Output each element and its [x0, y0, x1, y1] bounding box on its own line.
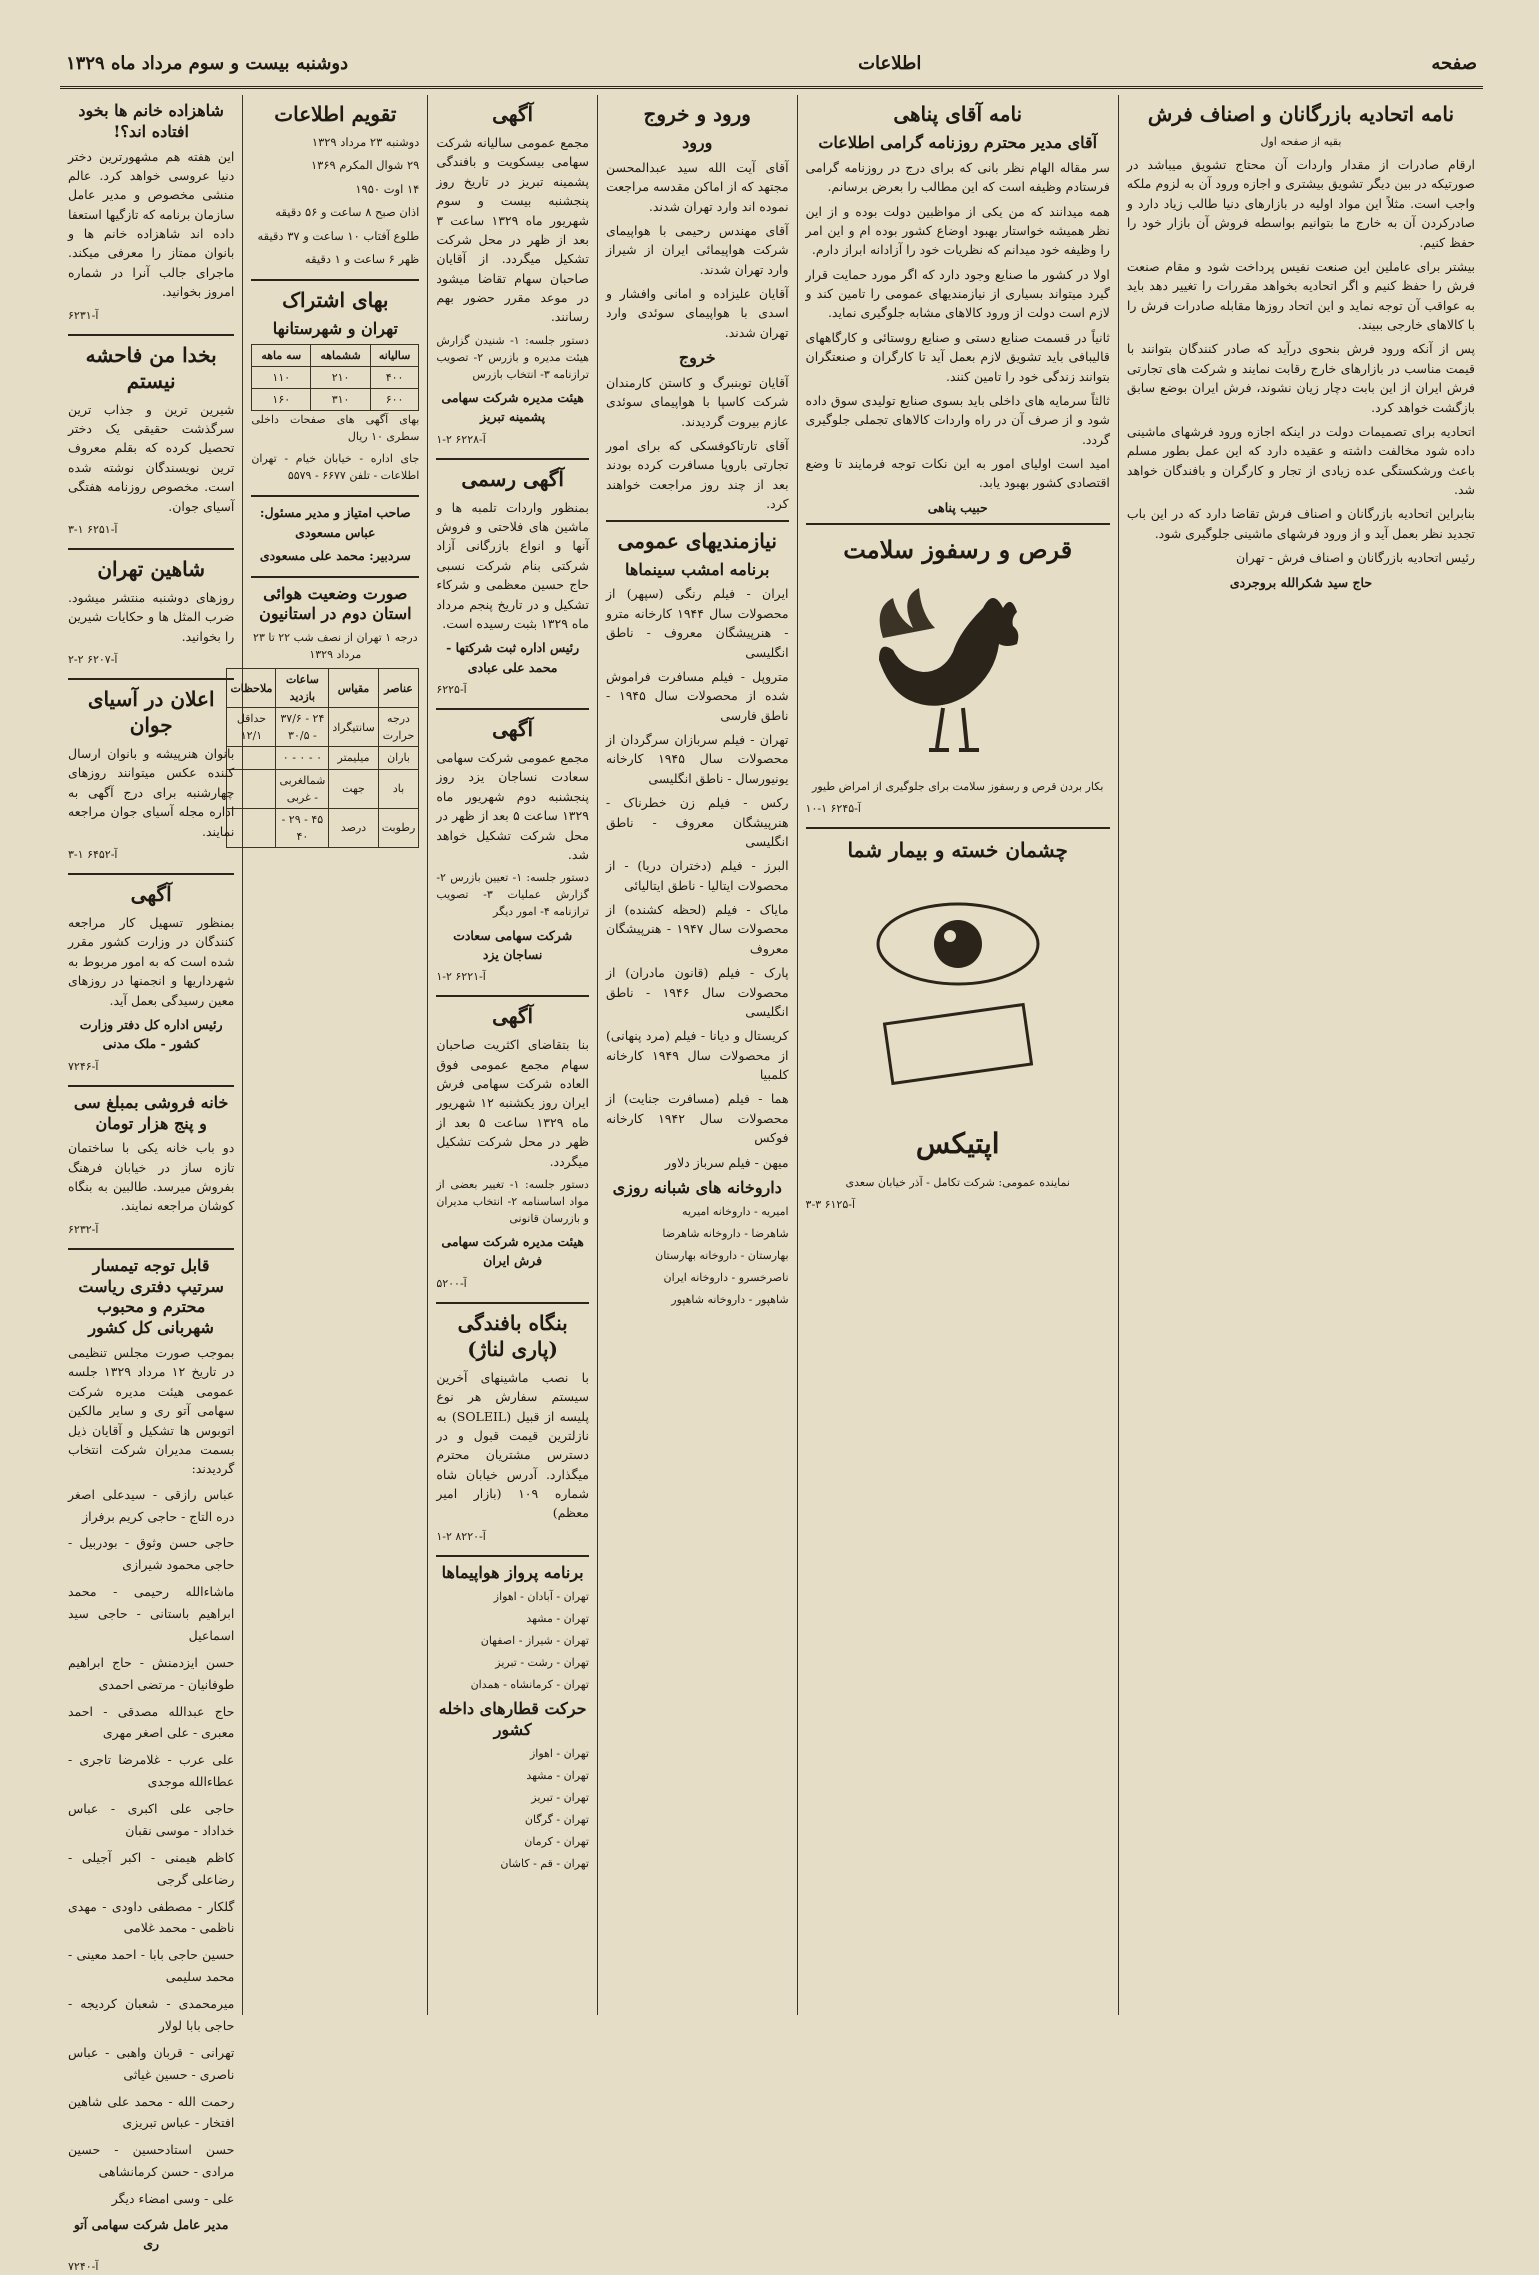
subs-header-cell: سالیانه	[370, 345, 418, 367]
weather-row	[227, 708, 419, 747]
subs-cell: ۲۱۰	[311, 367, 371, 389]
union-letter-title: نامه اتحادیه بازرگانان و اصناف فرش	[1147, 102, 1455, 126]
column-panahi-letter	[797, 95, 1118, 2015]
subscription-box	[251, 287, 419, 497]
weather-row	[227, 747, 419, 769]
pharmacy-1: امیریه - داروخانه امیریه	[682, 1204, 789, 1218]
weather-table	[226, 668, 419, 847]
panahi-signature: حبیب پناهی	[806, 498, 1110, 525]
pharmacy-2: شاهرضا - داروخانه شاهرضا	[662, 1226, 789, 1240]
departure-1: آقایان توبنبرگ و کاستن کارمندان شرکت کاسپا با هواپیمای سوئدی عازم بیروت گردیدند.	[605, 374, 789, 429]
notice-3-title: آگهی	[492, 717, 534, 742]
train-1: تهران - اهواز	[529, 1746, 589, 1760]
calendar-line-6: ظهر ۶ ساعت و ۱ دقیقه	[304, 251, 420, 266]
arrival-3: آقایان علیزاده و امانی وافشار و اسدی با هواپیمای سوئدی وارد تهران شدند.	[605, 286, 789, 340]
eye-illustration	[858, 874, 1058, 1114]
cinema-7: پارک - فیلم (قانون مادران) از محصولات سال ۱۹۴۶ - ناطق انگلیسی	[605, 965, 789, 1019]
panahi-para-2: همه میدانند که من یکی از مواظبین دولت بوده و از این نظر همیشه خواستار بهبود اوضاع کشور بوده ام و این امر را وظیفه خود میدانم که نظریات خود را آزادانه ابراز دارم.	[805, 203, 1110, 258]
subscription-title: بهای اشتراک	[282, 288, 389, 313]
panahi-para-3: اولا در کشور ما صنایع وجود دارد که اگر مورد حمایت قرار گیرد میتواند بسیاری از نیازمندیهای عمومی را تامین کند و لازم است دولت از ورود کالاهای مشابه جلوگیری نماید.	[805, 266, 1110, 321]
weather-cell: شمالغربی - غربی	[276, 769, 329, 808]
weather-header-row	[227, 669, 419, 708]
column-calendar	[230, 95, 427, 2015]
weather-cell: جهت	[329, 769, 378, 808]
optics-ad	[806, 835, 1110, 1212]
notice-4-title: آگهی	[492, 1004, 534, 1029]
story-ad-ref: آ-۶۲۵۱ ۱-۳	[68, 522, 118, 536]
cinema-10: میهن - فیلم سرباز دلاور	[665, 1154, 789, 1170]
weaving-ad	[436, 1310, 589, 1557]
masthead	[60, 48, 1483, 89]
weather-header-cell: ساعات بازدید	[276, 669, 329, 708]
weather-cell: ۰ - ۰ - ۰	[276, 747, 329, 769]
subs-cell: ۴۰۰	[370, 367, 418, 389]
subscription-row	[252, 367, 419, 389]
union-signature: حاج سید شکرالله بروجردی	[1229, 574, 1373, 590]
calendar-box	[251, 101, 419, 281]
notice-3	[436, 716, 589, 997]
bus-notice-sign: مدیر عامل شرکت سهامی آتو ری	[73, 2216, 229, 2252]
notice-1-ref: آ-۶۲۲۸ ۲-۱	[436, 432, 486, 446]
issue-date: دوشنبه بیست و سوم مرداد ماه ۱۳۲۹	[66, 52, 349, 74]
interior-ad-title: آگهی	[130, 882, 172, 907]
union-para-3: پس از آنکه ورود فرش بنحوی درآید که صادر کنندگان بتوانند با قیمت مناسب در بازارهای خارج رقابت نمایند و شرکت های تجارتی فرش ایران از این بابت دچار زیان نشوند، فرش ایران بوضع سابق بازگشت خواهد کرد.	[1126, 341, 1475, 415]
princess-ad-ref: آ-۶۲۳۱	[68, 308, 99, 322]
union-letter-subtitle: بقیه از صفحه اول	[1260, 135, 1342, 148]
subs-header-cell: سه ماهه	[252, 345, 311, 367]
bus-notice-ref: آ-۷۲۴۰	[68, 2259, 99, 2273]
notice-1-sign: هیئت مدیره شرکت سهامی پشمینه تبریز	[441, 389, 584, 425]
pill-ad-title: قرص و رسفوز سلامت	[843, 535, 1073, 565]
union-para-4: اتحادیه برای تصمیمات دولت در اینکه اجازه ورود فرشهای ماشینی داده شود مخالفت داشته و عقیده دارد که این عمل بطور مسلم باعث ورشکستگی عده زیادی از تجار و کارگران و بافندگان خواهد شد.	[1126, 423, 1475, 498]
flight-5: تهران - کرمانشاه - همدان	[470, 1677, 589, 1691]
subs-cell: ۳۱۰	[311, 389, 371, 411]
union-para-1: ارقام صادرات از مقدار واردات آن محتاج تشویق میباشد در صورتیکه در بین دیگر تشویق بیشتری و اجازه ورود آن به لزوم ملکه واجب است. مثلاً این مواد اولیه در بازارهای دنیا طالب زیاد دارد و صادرکردن آن به خارج ما بتوانیم بواسطه فروش آن بازار خود را حفظ کنیم.	[1126, 157, 1475, 250]
notice-4-sign: هیئت مدیره شرکت سهامی فرش ایران	[441, 1234, 584, 1269]
pharmacy-5: شاهپور - داروخانه شاهپور	[671, 1292, 789, 1306]
panahi-para-6: امید است اولیای امور به این نکات توجه فرمایند تا وضع اقتصادی کشور بهبود یابد.	[805, 456, 1110, 491]
flight-2: تهران - مشهد	[526, 1611, 589, 1625]
optics-ad-text: نماینده عمومی: شرکت تکامل - آذر خیابان سعدی	[845, 1175, 1070, 1189]
cinema-8: کریستال و دیانا - فیلم (مرد پنهانی) از محصولات سال ۱۹۴۹ کارخانه کلمبیا	[605, 1028, 789, 1083]
calendar-line-2: ۲۹ شوال المکرم ۱۳۶۹	[310, 158, 420, 173]
story-ad	[68, 342, 234, 550]
weather-row	[227, 808, 419, 847]
train-5: تهران - کرمان	[524, 1834, 589, 1848]
departures-label: خروج	[678, 348, 716, 368]
house-sale-text: دو باب خانه یکی با ساختمان تازه ساز در خیابان فرهنگ بفروش میرسد. طالبین به بنگاه کوشان مراجعه نمایند.	[68, 1140, 235, 1214]
weaving-ad-ref: آ-۸۲۲۰ ۲-۱	[436, 1529, 486, 1543]
union-para-6: رئیس اتحادیه بازرگانان و اصناف فرش - تهران	[1235, 550, 1475, 566]
names-line: حاجی علی اکبری - عباس خداداد - موسی نقبان	[68, 1801, 235, 1838]
weather-header-cell: عناصر	[378, 669, 419, 708]
column-arrivals-cinemas	[597, 95, 797, 2015]
flight-3: تهران - شیراز - اصفهان	[480, 1633, 589, 1647]
cinema-3: تهران - فیلم سربازان سرگردان از محصولات سال ۱۹۴۵ کارخانه یونیورسال - ناطق انگلیسی	[605, 732, 789, 786]
shahin-ad-ref: آ-۶۲۰۷ ۲-۲	[68, 653, 118, 667]
weather-title: صورت وضعیت هوائی استان دوم در استانیون	[259, 583, 412, 624]
cinema-9: هما - فیلم (مسافرت جنایت) از محصولات سال ۱۹۴۲ کارخانه فوکس	[605, 1091, 789, 1146]
weather-row	[227, 769, 419, 808]
weather-subtitle: درجه ۱ تهران از نصف شب ۲۲ تا ۲۳ مرداد ۱۳۲۹	[253, 631, 418, 662]
names-line: علی - وسی امضاء دیگر	[111, 2191, 235, 2207]
notice-2	[436, 466, 589, 710]
names-list	[68, 1484, 234, 2210]
notice-2-title: آگهی رسمی	[461, 466, 564, 491]
pill-ad-text: بکار بردن قرص و رسفوز سلامت برای جلوگیری از امراض طیور	[812, 780, 1104, 794]
subs-header-cell: ششماهه	[311, 345, 371, 367]
weather-cell: باد	[378, 769, 419, 808]
story-ad-title: بخدا من فاحشه نیستم	[85, 342, 217, 393]
notice-2-ref: آ-۶۲۲۵	[436, 683, 467, 697]
house-sale-ref: آ-۶۲۳۲	[68, 1222, 99, 1236]
weaving-ad-text: با نصب ماشینهای آخرین سیستم سفارش هر نوع پلیسه از قبیل (SOLEIL) به نازلترین قیمت قبول و در دسترس مشتریان محترم میگذارد. آدرس خیابان شاه شماره ۱۰۹ (بازار امیر معظم)	[436, 1369, 589, 1521]
names-line: گلکار - مصطفی داودی - مهدی ناظمی - محمد غلامی	[68, 1898, 235, 1936]
weather-header-cell: ملاحظات	[227, 669, 276, 708]
cinema-6: مایاک - فیلم (لحظه کشنده) از محصولات سال ۱۹۴۷ - هنرپیشگان معروف	[605, 902, 789, 956]
bus-company-notice	[68, 1256, 234, 2275]
shahin-ad	[68, 556, 234, 680]
subscription-header-row	[252, 345, 419, 367]
weather-cell: درصد	[329, 808, 378, 847]
notice-2-text: بمنظور واردات تلمبه ها و ماشین های فلاحتی و فروش آنها و انواع بازرگانی آزاد شرکتی بنام شرکت نسبی حاج حسین معظمی و شرکاء تشکیل و در تاریخ پنجم مرداد ماه ۱۳۲۹ بثبت رسیده است.	[436, 499, 589, 631]
house-sale-ad	[68, 1093, 234, 1250]
names-line: میرمحمدی - شعبان کردیجه - حاجی بابا لولار	[68, 1996, 235, 2033]
names-line: حسن ایزدمنش - حاج ابراهیم طوفانیان - مرتضی احمدی	[68, 1654, 235, 1692]
notice-4-ref: آ-۵۲۰۰	[436, 1276, 467, 1290]
notice-1	[436, 101, 589, 460]
publisher-editor: صاحب امتیاز و مدیر مسئول: عباس مسعودی	[259, 505, 411, 540]
arrival-1: آقای آیت الله سید عبدالمحسن مجتهد که از اماکن مقدسه مراجعت نموده اند وارد تهران شدند.	[605, 159, 789, 214]
weather-header-cell: مقیاس	[329, 669, 378, 708]
calendar-line-4: اذان صبح ۸ ساعت و ۵۶ دقیقه	[275, 205, 420, 220]
flights-title: برنامه پرواز هواپیماها	[441, 1562, 584, 1582]
subscription-subtitle: تهران و شهرستانها	[272, 319, 398, 339]
princess-ad	[68, 101, 234, 336]
union-para-5: بنابراین اتحادیه بازرگانان و اصناف فرش تقاضا دارد که در این باب تجدید نظر بعمل آید و از ورود فرشهای ماشینی جلوگیری شود.	[1126, 506, 1475, 541]
calendar-line-5: طلوع آفتاب ۱۰ ساعت و ۳۷ دقیقه	[257, 228, 420, 243]
weather-cell: ۲۴ - ۳۷/۶ - ۳۰/۵	[276, 708, 329, 747]
asia-ad-text: بانوان هنرپیشه و بانوان ارسال کننده عکس میتوانند روزهای چهارشنبه برای درج آگهی به اداره مجله آسیای جوان مراجعه نمایند.	[68, 746, 235, 839]
names-line: علی عرب - غلامرضا تاجری - عطاءالله موجدی	[68, 1752, 235, 1790]
weather-cell: رطوبت	[378, 808, 419, 847]
princess-ad-text: این هفته هم مشهورترین دختر دنیا عروسی خواهد کرد. عالم منشی مخصوص و مدیر عامل سازمان برنامه که تازگیها استعفا داده اند شاهزاده خانم ها و بانوان ممتاز را معرفی میکند. ماجرای جالب آنرا در شماره امروز بخوانید.	[68, 148, 235, 300]
weather-cell: باران	[378, 747, 419, 769]
weather-cell: حداقل ۱۲/۱	[227, 708, 276, 747]
names-line: تهرانی - قربان واهبی - عباس ناصری - حسین غیاثی	[68, 2044, 235, 2082]
column-notices	[427, 95, 597, 2015]
bus-notice-text: بموجب صورت مجلس تنظیمی در تاریخ ۱۲ مرداد ۱۳۲۹ جلسه عمومی هیئت مدیره شرکت سهامی آتو ری و سایر مالکین اتوبوس ها تشکیل و آقایان ذیل بسمت مدیران شرکت انتخاب گردیدند:	[68, 1345, 235, 1477]
pharmacy-3: بهارستان - داروخانه بهارستان	[655, 1248, 789, 1262]
names-line: حسین حاجی بابا - احمد معینی - محمد سلیمی	[68, 1947, 235, 1985]
pill-ad-ref: آ-۶۲۴۵ ۱-۱۰	[805, 802, 861, 816]
arrivals-title: ورود و خروج	[643, 102, 751, 126]
optics-ad-title: چشمان خسته و بیمار شما	[847, 838, 1068, 863]
column-union-letter	[1118, 95, 1483, 2015]
weather-cell: درجه حرارت	[378, 708, 419, 747]
names-line: حاجی حسن وثوق - بودربیل - حاجی محمود شیرازی	[68, 1535, 235, 1573]
flight-4: تهران - رشت - تبریز	[495, 1655, 589, 1669]
flight-1: تهران - آبادان - اهواز	[493, 1589, 589, 1603]
panahi-para-4: ثانیاً در قسمت صنایع دستی و صنایع روستائی و کارگاههای قالیبافی باید تشویق لازم بعمل آید تا کارگران و صنعتگران بتوانند زندگی خود را تامین کنند.	[805, 329, 1110, 384]
cinema-4: رکس - فیلم زن خطرناک - هنرپیشگان معروف - ناطق انگلیسی	[605, 795, 789, 849]
calendar-line-1: دوشنبه ۲۳ مرداد ۱۳۲۹	[311, 135, 420, 149]
story-ad-text: شیرین ترین و جذاب ترین سرگذشت حقیقی یک دختر تحصیل کرده که بقلم معروف ترین نویسندگان نوشته شده است. مخصوص روزنامه هفتگی آسیای جوان.	[68, 401, 235, 514]
interior-ad-text: بمنظور تسهیل کار مراجعه کنندگان در وزارت کشور مقرر شده است که به امور مربوط به شهرداریها و انجمنها در روزهای معین رسیدگی بعمل آید.	[68, 915, 235, 1008]
publisher-chief: سردبیر: محمد علی مسعودی	[259, 548, 411, 564]
names-line: کاظم هیمنی - اکبر آجیلی - رضاعلی گرجی	[68, 1849, 235, 1887]
weather-cell: میلیمتر	[329, 747, 378, 769]
page-label: صفحه	[1431, 52, 1477, 74]
interior-ad	[68, 881, 234, 1087]
public-needs-title: نیازمندیهای عمومی	[617, 528, 777, 553]
names-line: حسن استادحسین - حسین مرادی - حسن کرمانشاهی	[68, 2142, 235, 2180]
panahi-subtitle: آقای مدیر محترم روزنامه گرامی اطلاعات	[818, 133, 1098, 152]
weather-cell: سانتیگراد	[329, 708, 378, 747]
pharmacy-4: ناصرخسرو - داروخانه ایران	[663, 1270, 789, 1284]
names-line: حاج عبدالله مصدقی - احمد معبری - علی اصغر مهری	[68, 1703, 235, 1741]
cinema-title: برنامه امشب سینماها	[625, 559, 770, 579]
panahi-para-1: سر مقاله الهام نظر بانی که برای درج در روزنامه گرامی فرستادم وظیفه است که این مطالب را بعرض برسانم.	[805, 159, 1110, 195]
asia-ad-title: اعلان در آسیای جوان	[87, 687, 215, 738]
notice-2-sign: رئیس اداره ثبت شرکتها - محمد علی عبادی	[446, 640, 580, 675]
interior-ad-ref: آ-۷۲۴۶	[68, 1059, 99, 1073]
union-para-2: بیشتر برای عاملین این صنعت نفیس پرداخت شود و مقام صنعت فرش را حفظ کنیم و اگر اتحادیه بخواهد مقررات را تغییر دهد باید به عواقب آن توجه نماید و این اتحاد روزها مقابله صادرات فرش را با کالاهای خارجی ببیند.	[1126, 258, 1475, 333]
train-4: تهران - گرگان	[524, 1812, 589, 1826]
notice-3-text: مجمع عمومی شرکت سهامی سعادت نساجان یزد روز پنجشنبه دوم شهریور ماه ۱۳۲۹ ساعت ۵ بعد از ظهر در محل شرکت تشکیل خواهد شد.	[436, 750, 589, 862]
bus-notice-title: قابل توجه تیمسار سرتیپ دفتری ریاست محترم و محبوب شهربانی کل کشور	[78, 1255, 224, 1338]
weather-cell: ۴۵ - ۲۹ - ۴۰	[276, 808, 329, 847]
notice-3-agenda: دستور جلسه: ۱- تعیین بازرس ۲- گزارش عملیات ۳- تصویب ترازنامه ۴- امور دیگر	[436, 871, 589, 919]
notice-3-ref: آ-۶۲۲۱ ۲-۱	[436, 970, 486, 984]
train-3: تهران - تبریز	[531, 1790, 589, 1804]
panahi-title: نامه آقای پناهی	[893, 102, 1023, 126]
optics-ad-ref: آ-۶۱۲۵ ۳-۳	[805, 1197, 856, 1211]
notice-1-title: آگهی	[492, 102, 534, 126]
departure-2: آقای تارتاکوفسکی که برای امور تجارتی باروپا مسافرت کرده بودند بعد از چند روز مراجعت خواهند کرد.	[606, 436, 789, 522]
pill-ad	[806, 531, 1110, 829]
rooster-illustration	[863, 578, 1053, 768]
princess-ad-title: شاهزاده خانم ها بخود افتاده اند؟!	[78, 101, 224, 141]
weaving-ad-title: بنگاه بافندگی (پاری لناژ)	[457, 1310, 568, 1361]
arrival-2: آقای مهندس رحیمی با هواپیمای شرکت هواپیمائی ایران از شیراز وارد تهران شدند.	[605, 222, 789, 277]
notice-4	[436, 1003, 589, 1304]
optics-brand: اپتیکس	[915, 1127, 1000, 1161]
subs-cell: ۱۱۰	[252, 367, 311, 389]
publisher-box	[251, 503, 419, 577]
column-classifieds	[60, 95, 242, 2273]
asia-ad-ref: آ-۶۴۵۲ ۱-۳	[68, 847, 118, 861]
notice-4-text: بنا بتقاضای اکثریت صاحبان سهام مجمع عمومی فوق العاده شرکت سهامی فرش ایران روز یکشنبه ۱۲ شهریور ماه ۱۳۲۹ ساعت ۵ بعد از ظهر در محل شرکت تشکیل میگردد.	[436, 1037, 589, 1169]
notice-1-agenda: دستور جلسه: ۱- شنیدن گزارش هیئت مدیره و بازرس ۲- تصویب ترازنامه ۳- انتخاب بازرس	[436, 333, 589, 381]
subscription-row	[252, 389, 419, 411]
train-2: تهران - مشهد	[526, 1768, 589, 1782]
notice-4-agenda: دستور جلسه: ۱- تغییر بعضی از مواد اساسنامه ۲- انتخاب مدیران و بازرسان قانونی	[436, 1177, 589, 1226]
cinema-2: متروپل - فیلم مسافرت فراموش شده از محصولات سال ۱۹۴۵ - ناطق فارسی	[605, 668, 789, 723]
notice-1-text: مجمع عمومی سالیانه شرکت سهامی بیسکویت و بافندگی پشمینه تبریز در تاریخ روز پنجشنبه بیست و سوم شهریور ماه ۱۳۲۹ ساعت ۳ بعد از ظهر در محل شرکت تشکیل میگردد. از آقایان صاحبان سهام تقاضا میشود در موعد مقرر حضور بهم رسانند.	[436, 135, 589, 325]
shahin-ad-text: روزهای دوشنبه منتشر میشود. ضرب المثل ها و حکایات شیرین را بخوانید.	[68, 589, 235, 644]
subs-cell: ۶۰۰	[370, 389, 418, 411]
calendar-line-3: ۱۴ اوت ۱۹۵۰	[355, 181, 420, 196]
house-sale-title: خانه فروشی بمبلغ سی و پنج هزار تومان	[73, 1092, 229, 1133]
pharmacy-title: داروخانه های شبانه روزی	[612, 1177, 782, 1197]
names-line: عباس رازقی - سیدعلی اصغر دره التاج - حاجی کریم برفراز	[68, 1486, 235, 1524]
office-address: جای اداره - خیابان خیام - تهران اطلاعات - تلفن ۶۶۷۷ - ۵۵۷۹	[251, 452, 420, 483]
arrivals-label: ورود	[682, 133, 713, 152]
trains-title: حرکت قطارهای داخله کشور	[438, 1698, 587, 1739]
cinema-1: ایران - فیلم رنگی (سپهر) از محصولات سال ۱۹۴۴ کارخانه مترو - هنرپیشگان معروف - ناطق انگلیسی	[605, 586, 789, 660]
subscription-note: بهای آگهی های صفحات داخلی سطری ۱۰ ریال	[251, 413, 420, 444]
columns	[60, 95, 1483, 2273]
calendar-title: تقویم اطلاعات	[274, 102, 397, 126]
paper-name: اطلاعات	[858, 52, 922, 74]
shahin-ad-title: شاهین تهران	[97, 556, 205, 581]
names-line: رحمت الله - محمد علی شاهین افتخار - عباس تبریزی	[68, 2093, 235, 2131]
asia-ad	[68, 686, 234, 875]
names-line: ماشاءالله رحیمی - محمد ابراهیم باستانی - حاجی سید اسماعیل	[68, 1584, 235, 1643]
notice-3-sign: شرکت سهامی سعادت نساجان یزد	[453, 927, 573, 962]
train-6: تهران - قم - کاشان	[500, 1856, 589, 1870]
cinema-5: البرز - فیلم (دختران دریا) - از محصولات ایتالیا - ناطق ایتالیائی	[605, 858, 789, 893]
interior-ad-sign: رئیس اداره کل دفتر وزارت کشور - ملک مدنی	[79, 1016, 223, 1052]
subs-cell: ۱۶۰	[252, 389, 311, 411]
panahi-para-5: ثالثاً سرمایه های داخلی باید بسوی صنایع تولیدی سوق داده شود و از صرف آن در راه واردات کالاهای تجملی جلوگیری گردد.	[805, 392, 1110, 447]
subscription-table	[251, 344, 419, 411]
